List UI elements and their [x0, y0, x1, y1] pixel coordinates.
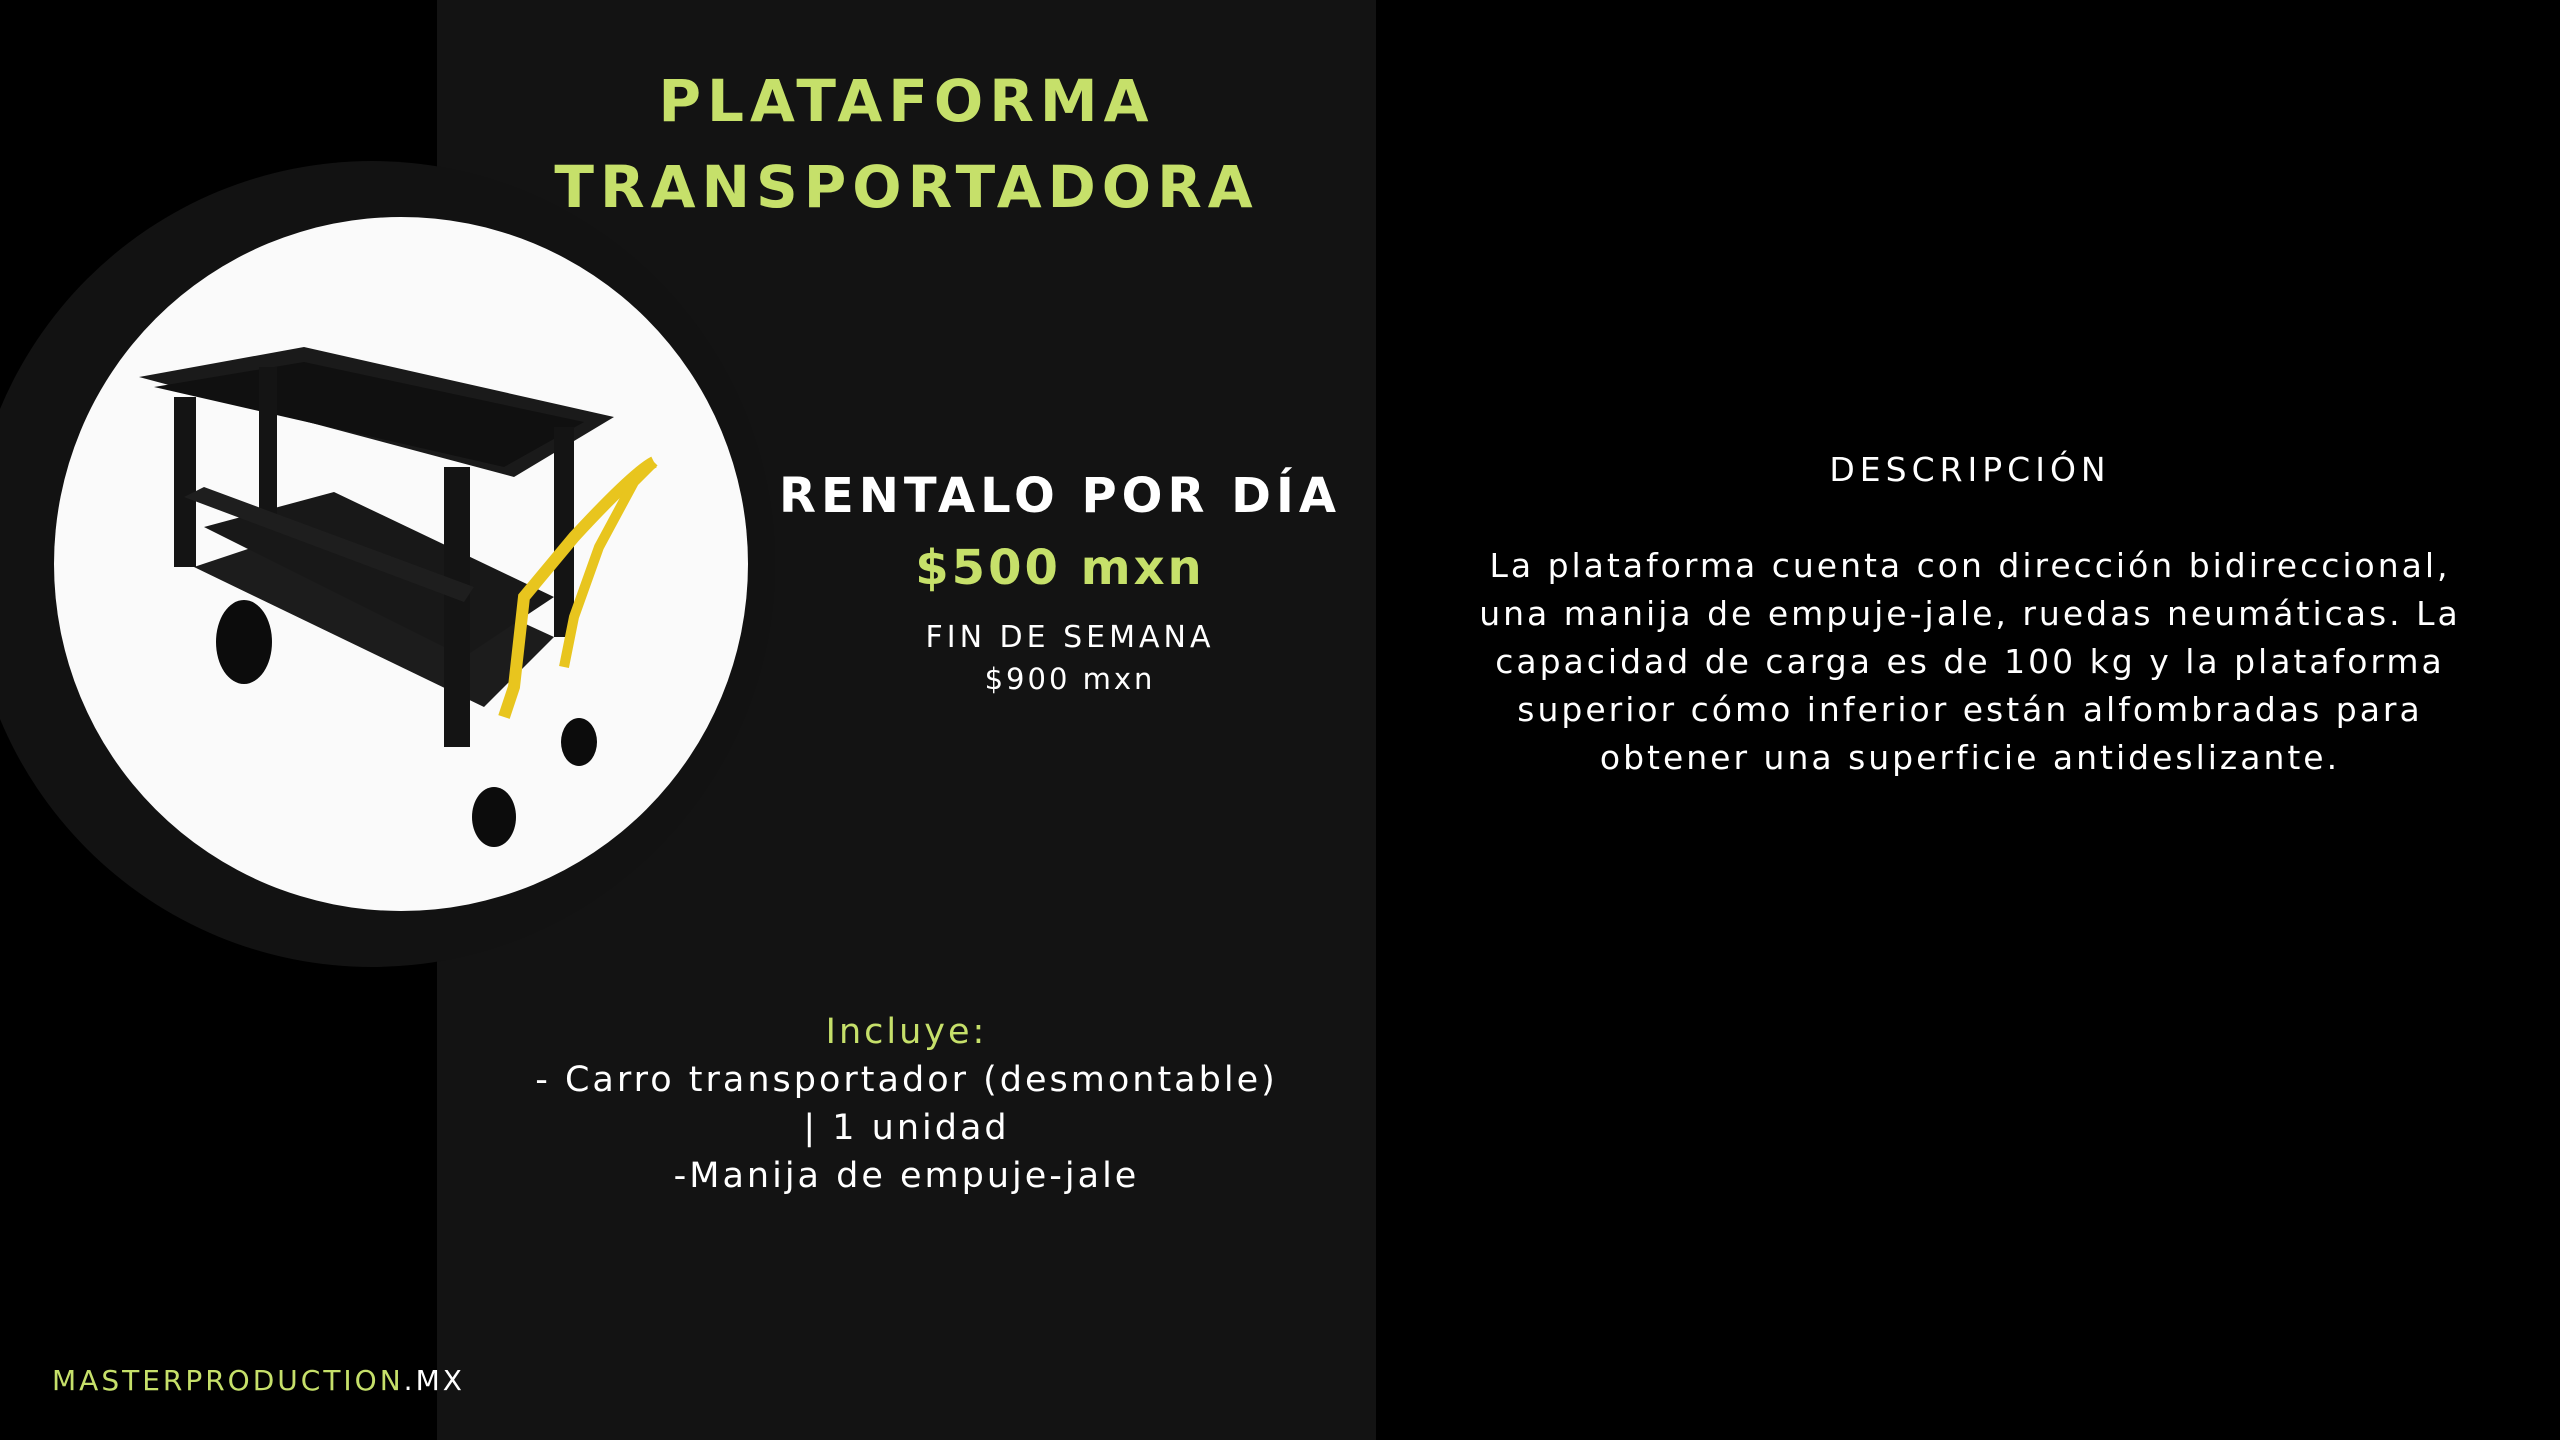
- weekend-label: FIN DE SEMANA: [925, 620, 1215, 655]
- daily-rent-price: $500 mxn: [915, 540, 1205, 596]
- includes-item: | 1 unidad: [803, 1108, 1010, 1148]
- title-line-2: TRANSPORTADORA: [554, 153, 1259, 221]
- includes-section: [437, 1008, 1376, 1200]
- website-tld: .MX: [403, 1364, 465, 1397]
- daily-rent-label: RENTALO POR DÍA: [779, 468, 1341, 524]
- includes-item: -Manija de empuje-jale: [673, 1156, 1140, 1196]
- description-body: La plataforma cuenta con dirección bidireccional, una manija de empuje-jale, ruedas neumáticas. La capacidad de carga es de 100 kg y la plataforma superior cómo inferior están alfombradas para obtener una superficie antideslizante.: [1479, 546, 2461, 777]
- cart-illustration: [54, 217, 748, 911]
- product-title: [437, 58, 1376, 230]
- website-name: MASTERPRODUCTION: [52, 1364, 404, 1397]
- weekend-price: $900 mxn: [984, 662, 1156, 696]
- description-title: DESCRIPCIÓN: [1829, 450, 2111, 489]
- includes-title: Incluye:: [825, 1012, 988, 1052]
- product-photo: [54, 217, 748, 911]
- includes-item: - Carro transportador (desmontable): [535, 1060, 1278, 1100]
- title-line-1: PLATAFORMA: [658, 67, 1155, 135]
- website-link[interactable]: [52, 1364, 465, 1397]
